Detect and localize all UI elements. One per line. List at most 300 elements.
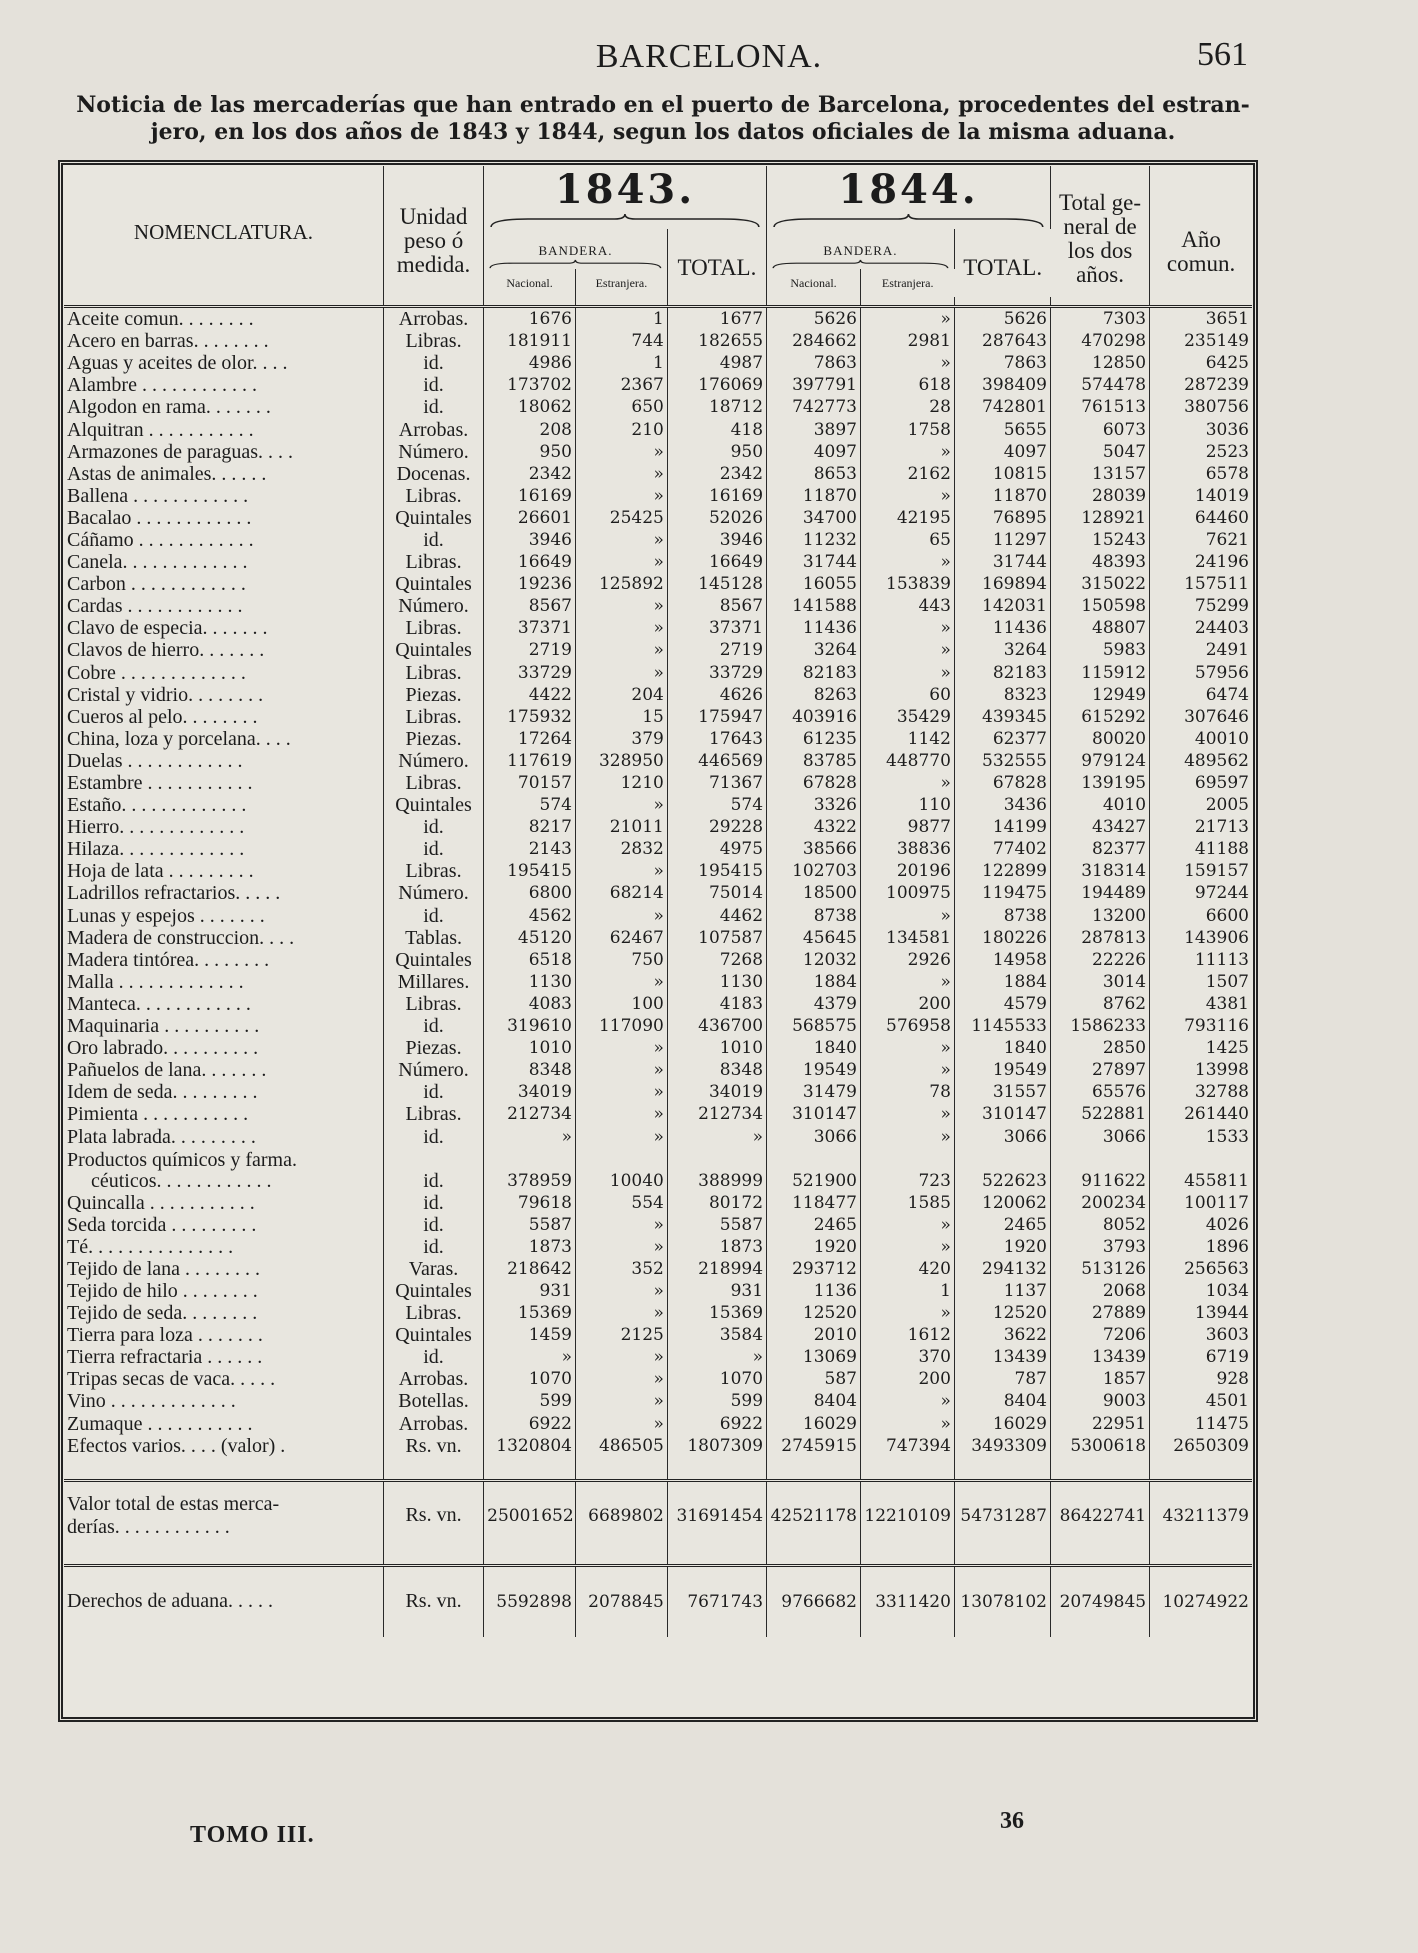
total-general: 12949 — [1050, 684, 1149, 706]
estranjera-1844: 38836 — [860, 838, 954, 860]
item-name: Oro labrado. . . . . . . . . . — [64, 1037, 383, 1059]
total-1843: 5587 — [667, 1214, 766, 1236]
table-row — [64, 352, 1252, 374]
item-name: Duelas . . . . . . . . . . . . — [64, 750, 383, 772]
ano-comun: 1507 — [1205, 971, 1249, 992]
estranjera-1844: 153839 — [860, 573, 954, 595]
item-name: Tejido de lana . . . . . . . . — [64, 1258, 383, 1280]
estranjera-1843: 21011 — [575, 816, 667, 838]
total-general: 911622 — [1050, 1148, 1149, 1192]
item-unit: Libras. — [383, 993, 483, 1015]
table-caption — [68, 92, 1258, 146]
nacional-1843: 6800 — [484, 882, 576, 904]
col-ano-comun-line-1: Año — [1181, 226, 1221, 252]
total-1843: 212734 — [667, 1103, 766, 1125]
item-unit: Número. — [383, 441, 483, 463]
total-1844: 11870 — [954, 485, 1050, 507]
nacional-1844: 742773 — [767, 396, 861, 418]
total-general: 8762 — [1050, 993, 1149, 1015]
total-1844: 16029 — [954, 1413, 1050, 1435]
nacional-1844: 403916 — [767, 706, 861, 728]
total-1843: 80172 — [667, 1192, 766, 1214]
valor-total-1843: 31691454 — [667, 1480, 766, 1550]
total-1843: 218994 — [667, 1258, 766, 1280]
ano-comun: 261440 — [1184, 1104, 1249, 1125]
nacional-1843: 5587 — [484, 1214, 576, 1236]
derechos-nacional-1844: 9766682 — [767, 1565, 861, 1637]
table-row — [64, 1148, 1252, 1192]
item-unit: Libras. — [383, 617, 483, 639]
nacional-1843: 1320804 — [484, 1435, 576, 1457]
total-1843: 2342 — [667, 463, 766, 485]
table-row — [64, 1390, 1252, 1412]
item-unit: Libras. — [383, 330, 483, 352]
estranjera-1843: » — [575, 662, 667, 684]
table-row — [64, 882, 1252, 904]
col-ano-comun — [1150, 166, 1252, 297]
nacional-1843: 8348 — [484, 1059, 576, 1081]
total-1843: 195415 — [667, 860, 766, 882]
total-general: 82377 — [1050, 838, 1149, 860]
estranjera-1843: » — [575, 617, 667, 639]
ano-comun: 6425 — [1205, 353, 1249, 374]
total-general: 5983 — [1050, 639, 1149, 661]
brace-bandera-1844-icon — [770, 259, 951, 269]
nacional-1844: 1136 — [767, 1280, 861, 1302]
table-row — [64, 463, 1252, 485]
item-name: Idem de seda. . . . . . . . . — [64, 1081, 383, 1103]
total-general: 3014 — [1050, 971, 1149, 993]
item-name: Aceite comun. . . . . . . . — [64, 307, 383, 331]
nacional-1843: 195415 — [484, 860, 576, 882]
total-1844: 8323 — [954, 684, 1050, 706]
estranjera-1844: » — [860, 352, 954, 374]
total-general: 194489 — [1050, 882, 1149, 904]
item-unit: Número. — [383, 595, 483, 617]
item-name: Alquitran . . . . . . . . . . . — [64, 418, 383, 440]
total-1844: 31744 — [954, 551, 1050, 573]
table-row — [64, 573, 1252, 595]
total-general: 6073 — [1050, 418, 1149, 440]
nacional-1843: 931 — [484, 1280, 576, 1302]
volume-label: TOMO III. — [190, 1822, 315, 1848]
estranjera-1843: » — [575, 441, 667, 463]
derechos-total-general: 20749845 — [1050, 1565, 1149, 1637]
table-row — [64, 617, 1252, 639]
table-row — [64, 1125, 1252, 1147]
col-year-1843 — [484, 166, 767, 229]
total-1844: 3622 — [954, 1324, 1050, 1346]
total-general: 1857 — [1050, 1368, 1149, 1390]
estranjera-1843: 379 — [575, 728, 667, 750]
nacional-1843: 4562 — [484, 905, 576, 927]
nacional-1844: 67828 — [767, 772, 861, 794]
nacional-1844: 587 — [767, 1368, 861, 1390]
estranjera-1844: 420 — [860, 1258, 954, 1280]
estranjera-1844: » — [860, 971, 954, 993]
nacional-1844: 118477 — [767, 1192, 861, 1214]
ano-comun: 256563 — [1184, 1258, 1249, 1279]
nacional-1844: 11232 — [767, 529, 861, 551]
nacional-1844: 5626 — [767, 307, 861, 331]
total-1843: 931 — [667, 1280, 766, 1302]
estranjera-1844: 20196 — [860, 860, 954, 882]
table-row — [64, 706, 1252, 728]
nacional-1843: 16649 — [484, 551, 576, 573]
item-name: Astas de animales. . . . . . — [64, 463, 383, 485]
total-1844: 3264 — [954, 639, 1050, 661]
total-1844: 62377 — [954, 728, 1050, 750]
total-1844: 119475 — [954, 882, 1050, 904]
total-1844: 5626 — [954, 307, 1050, 331]
table-row — [64, 1236, 1252, 1258]
item-name: Manteca. . . . . . . . . . . . — [64, 993, 383, 1015]
running-title: BARCELONA. — [595, 38, 823, 75]
estranjera-1843: 68214 — [575, 882, 667, 904]
table-row — [64, 1368, 1252, 1390]
page-number: 561 — [1197, 36, 1248, 73]
total-1843: 145128 — [667, 573, 766, 595]
ano-comun: 69597 — [1194, 773, 1249, 794]
total-general: 15243 — [1050, 529, 1149, 551]
total-1843: 52026 — [667, 507, 766, 529]
item-name: Tripas secas de vaca. . . . . — [64, 1368, 383, 1390]
estranjera-1843: » — [575, 529, 667, 551]
total-1844: 2465 — [954, 1214, 1050, 1236]
ano-comun: 4381 — [1205, 993, 1249, 1014]
derechos-total-1843: 7671743 — [667, 1565, 766, 1637]
nacional-1843: 4083 — [484, 993, 576, 1015]
ano-comun: 143906 — [1184, 927, 1249, 948]
nacional-1843: 15369 — [484, 1302, 576, 1324]
total-general: 7303 — [1050, 307, 1149, 331]
col-unidad-line-2: peso ó — [403, 227, 464, 253]
total-general: 115912 — [1050, 662, 1149, 684]
total-1844: 11297 — [954, 529, 1050, 551]
col-total-general — [1050, 166, 1149, 297]
estranjera-1844: 1142 — [860, 728, 954, 750]
valor-estranjera-1843: 6689802 — [575, 1480, 667, 1550]
item-unit: Quintales — [383, 949, 483, 971]
ano-comun: 3036 — [1205, 419, 1249, 440]
nacional-1844: 83785 — [767, 750, 861, 772]
table-body-a — [64, 307, 1252, 1148]
ano-comun: 6578 — [1205, 463, 1249, 484]
item-name: Estaño. . . . . . . . . . . . . — [64, 794, 383, 816]
total-1844: 287643 — [954, 330, 1050, 352]
table-totals — [64, 1457, 1252, 1637]
nacional-1844: 293712 — [767, 1258, 861, 1280]
item-unit: Arrobas. — [383, 418, 483, 440]
nacional-1844: 8653 — [767, 463, 861, 485]
estranjera-1843: 650 — [575, 396, 667, 418]
col-total-general-line-1: Total ge- — [1059, 189, 1142, 215]
col-estranjera-1843: Estranjera. — [575, 269, 667, 297]
total-general: 13439 — [1050, 1346, 1149, 1368]
nacional-1844: 284662 — [767, 330, 861, 352]
item-name: Quincalla . . . . . . . . . . . — [64, 1192, 383, 1214]
estranjera-1844: » — [860, 1236, 954, 1258]
col-bandera-1843 — [484, 229, 668, 269]
col-unidad-line-1: Unidad — [399, 203, 468, 229]
estranjera-1844: 723 — [860, 1148, 954, 1192]
nacional-1843: 8567 — [484, 595, 576, 617]
total-general: 2850 — [1050, 1037, 1149, 1059]
item-name: Madera tintórea. . . . . . . . — [64, 949, 383, 971]
nacional-1844: 521900 — [767, 1148, 861, 1192]
item-name: Ballena . . . . . . . . . . . . — [64, 485, 383, 507]
ano-comun: 40010 — [1194, 728, 1249, 749]
total-1844: 532555 — [954, 750, 1050, 772]
estranjera-1844: » — [860, 662, 954, 684]
estranjera-1844: 78 — [860, 1081, 954, 1103]
item-unit: Libras. — [383, 772, 483, 794]
nacional-1844: 4097 — [767, 441, 861, 463]
item-unit: id. — [383, 1236, 483, 1258]
estranjera-1844: » — [860, 1413, 954, 1435]
estranjera-1844: » — [860, 551, 954, 573]
total-1843: 16649 — [667, 551, 766, 573]
estranjera-1843: » — [575, 1037, 667, 1059]
derechos-estranjera-1843: 2078845 — [575, 1565, 667, 1637]
total-general: 7206 — [1050, 1324, 1149, 1346]
total-general: 3066 — [1050, 1125, 1149, 1147]
nacional-1844: 8263 — [767, 684, 861, 706]
nacional-1843: 574 — [484, 794, 576, 816]
total-general: 2068 — [1050, 1280, 1149, 1302]
ano-comun: 4501 — [1205, 1391, 1249, 1412]
table-row — [64, 905, 1252, 927]
table-row — [64, 1081, 1252, 1103]
estranjera-1843: 2832 — [575, 838, 667, 860]
derechos-unit: Rs. vn. — [383, 1565, 483, 1637]
ano-comun: 1425 — [1205, 1038, 1249, 1059]
total-1844: 3493309 — [954, 1435, 1050, 1457]
total-1843: 107587 — [667, 927, 766, 949]
estranjera-1844: 448770 — [860, 750, 954, 772]
item-unit: Quintales — [383, 794, 483, 816]
bandera-1843-label: BANDERA. — [538, 243, 613, 258]
total-1843: 18712 — [667, 396, 766, 418]
estranjera-1843: 352 — [575, 1258, 667, 1280]
col-unidad — [383, 166, 483, 297]
table-body-productos — [64, 1148, 1252, 1192]
total-general: 615292 — [1050, 706, 1149, 728]
nacional-1844: 310147 — [767, 1103, 861, 1125]
nacional-1844: 3264 — [767, 639, 861, 661]
total-1843: 4975 — [667, 838, 766, 860]
total-general: 65576 — [1050, 1081, 1149, 1103]
rule-before-derechos — [64, 1550, 1252, 1566]
item-name: Hilaza. . . . . . . . . . . . . — [64, 838, 383, 860]
table-row — [64, 1435, 1252, 1457]
total-general: 43427 — [1050, 816, 1149, 838]
nacional-1844: 4322 — [767, 816, 861, 838]
col-ano-comun-line-2: comun. — [1166, 250, 1236, 276]
item-unit: Número. — [383, 1059, 483, 1081]
table-row — [64, 1258, 1252, 1280]
estranjera-1843: » — [575, 485, 667, 507]
year-1843-label: 1843. — [554, 166, 696, 213]
item-name: Cristal y vidrio. . . . . . . . — [64, 684, 383, 706]
table-row — [64, 949, 1252, 971]
total-1844: 12520 — [954, 1302, 1050, 1324]
total-general: 4010 — [1050, 794, 1149, 816]
estranjera-1843: 486505 — [575, 1435, 667, 1457]
total-1843: » — [667, 1346, 766, 1368]
estranjera-1843: » — [575, 463, 667, 485]
valor-nacional-1843: 25001652 — [484, 1480, 576, 1550]
estranjera-1844: 65 — [860, 529, 954, 551]
total-1843: 34019 — [667, 1081, 766, 1103]
nacional-1844: 3326 — [767, 794, 861, 816]
total-1843: 176069 — [667, 374, 766, 396]
ano-comun: 159157 — [1184, 861, 1249, 882]
total-general: 979124 — [1050, 750, 1149, 772]
nacional-1844: 34700 — [767, 507, 861, 529]
table-row — [64, 330, 1252, 352]
total-1843: 3946 — [667, 529, 766, 551]
nacional-1843: 1873 — [484, 1236, 576, 1258]
item-unit: Libras. — [383, 1103, 483, 1125]
item-unit: id. — [383, 1192, 483, 1214]
item-name: Tejido de seda. . . . . . . . — [64, 1302, 383, 1324]
total-1844: 14958 — [954, 949, 1050, 971]
table-row — [64, 1413, 1252, 1435]
nacional-1844: 1840 — [767, 1037, 861, 1059]
nacional-1844: 568575 — [767, 1015, 861, 1037]
total-1843: 182655 — [667, 330, 766, 352]
item-unit: id. — [383, 352, 483, 374]
total-1843: 175947 — [667, 706, 766, 728]
item-name-line-1: Productos químicos y farma. — [67, 1148, 297, 1171]
table-row — [64, 927, 1252, 949]
item-unit: Libras. — [383, 485, 483, 507]
item-unit: id. — [383, 374, 483, 396]
total-general: 470298 — [1050, 330, 1149, 352]
estranjera-1843: » — [575, 905, 667, 927]
total-1843: 2719 — [667, 639, 766, 661]
total-1844: 4097 — [954, 441, 1050, 463]
item-unit: Número. — [383, 882, 483, 904]
estranjera-1844: 1585 — [860, 1192, 954, 1214]
ano-comun: 2005 — [1205, 795, 1249, 816]
estranjera-1843: 750 — [575, 949, 667, 971]
item-name: Clavos de hierro. . . . . . . — [64, 639, 383, 661]
estranjera-1844: 1 — [860, 1280, 954, 1302]
total-general: 27897 — [1050, 1059, 1149, 1081]
total-general: 128921 — [1050, 507, 1149, 529]
total-general: 761513 — [1050, 396, 1149, 418]
total-general: 139195 — [1050, 772, 1149, 794]
caption-line-2: jero, en los dos años de 1843 y 1844, segun los datos oficiales de la misma aduana. — [150, 119, 1176, 145]
table-row — [64, 396, 1252, 418]
estranjera-1844: 110 — [860, 794, 954, 816]
ano-comun: 24196 — [1194, 552, 1249, 573]
item-unit: Quintales — [383, 573, 483, 595]
ano-comun: 7621 — [1205, 529, 1249, 550]
total-1844: 169894 — [954, 573, 1050, 595]
year-1844-label: 1844. — [838, 166, 979, 213]
nacional-1843: 173702 — [484, 374, 576, 396]
item-unit: Millares. — [383, 971, 483, 993]
table-row — [64, 993, 1252, 1015]
total-1844: 11436 — [954, 617, 1050, 639]
estranjera-1843: » — [575, 551, 667, 573]
nacional-1844: 141588 — [767, 595, 861, 617]
item-unit: Arrobas. — [383, 1413, 483, 1435]
nacional-1844: 61235 — [767, 728, 861, 750]
ano-comun: 6474 — [1205, 684, 1249, 705]
estranjera-1843: 15 — [575, 706, 667, 728]
total-1843: 1873 — [667, 1236, 766, 1258]
nacional-1844: 18500 — [767, 882, 861, 904]
total-general: 48393 — [1050, 551, 1149, 573]
estranjera-1844: 618 — [860, 374, 954, 396]
ano-comun: 41188 — [1194, 839, 1249, 860]
estranjera-1843: » — [575, 639, 667, 661]
table-row — [64, 485, 1252, 507]
total-general: 12850 — [1050, 352, 1149, 374]
item-name: Seda torcida . . . . . . . . . — [64, 1214, 383, 1236]
nacional-1843: 8217 — [484, 816, 576, 838]
nacional-1844: 31479 — [767, 1081, 861, 1103]
nacional-1844: 12520 — [767, 1302, 861, 1324]
item-unit: Docenas. — [383, 463, 483, 485]
ano-comun: 2523 — [1205, 441, 1249, 462]
estranjera-1844: » — [860, 1390, 954, 1412]
total-1844: 8404 — [954, 1390, 1050, 1412]
total-1843: 6922 — [667, 1413, 766, 1435]
total-1843: 71367 — [667, 772, 766, 794]
item-name: Cáñamo . . . . . . . . . . . . — [64, 529, 383, 551]
nacional-1843: 208 — [484, 418, 576, 440]
valor-total-label — [64, 1480, 383, 1550]
nacional-1843: 6518 — [484, 949, 576, 971]
estranjera-1843: 1 — [575, 307, 667, 331]
total-general: 22226 — [1050, 949, 1149, 971]
valor-ano-comun: 43211379 — [1162, 1505, 1249, 1526]
item-unit: Botellas. — [383, 1390, 483, 1412]
total-general: 13157 — [1050, 463, 1149, 485]
total-1844: 3066 — [954, 1125, 1050, 1147]
ano-comun: 6719 — [1205, 1347, 1249, 1368]
nacional-1844: 1884 — [767, 971, 861, 993]
nacional-1843: 18062 — [484, 396, 576, 418]
table-row — [64, 1324, 1252, 1346]
total-1843: 446569 — [667, 750, 766, 772]
estranjera-1843: » — [575, 794, 667, 816]
estranjera-1843: » — [575, 1368, 667, 1390]
item-name: Madera de construccion. . . . — [64, 927, 383, 949]
nacional-1843: 1010 — [484, 1037, 576, 1059]
nacional-1844: 397791 — [767, 374, 861, 396]
estranjera-1843: 125892 — [575, 573, 667, 595]
valor-total-label-line-2: derías. . . . . . . . . . . . — [67, 1515, 230, 1538]
ano-comun: 32788 — [1194, 1082, 1249, 1103]
nacional-1843: » — [484, 1125, 576, 1147]
total-1843: 1130 — [667, 971, 766, 993]
total-1844: 8738 — [954, 905, 1050, 927]
total-1844: 742801 — [954, 396, 1050, 418]
estranjera-1844: » — [860, 485, 954, 507]
table-header — [64, 166, 1252, 307]
estranjera-1844: » — [860, 617, 954, 639]
ano-comun: 75299 — [1194, 596, 1249, 617]
brace-1843-icon — [487, 213, 763, 229]
estranjera-1843: 117090 — [575, 1015, 667, 1037]
item-name: Carbon . . . . . . . . . . . . — [64, 573, 383, 595]
